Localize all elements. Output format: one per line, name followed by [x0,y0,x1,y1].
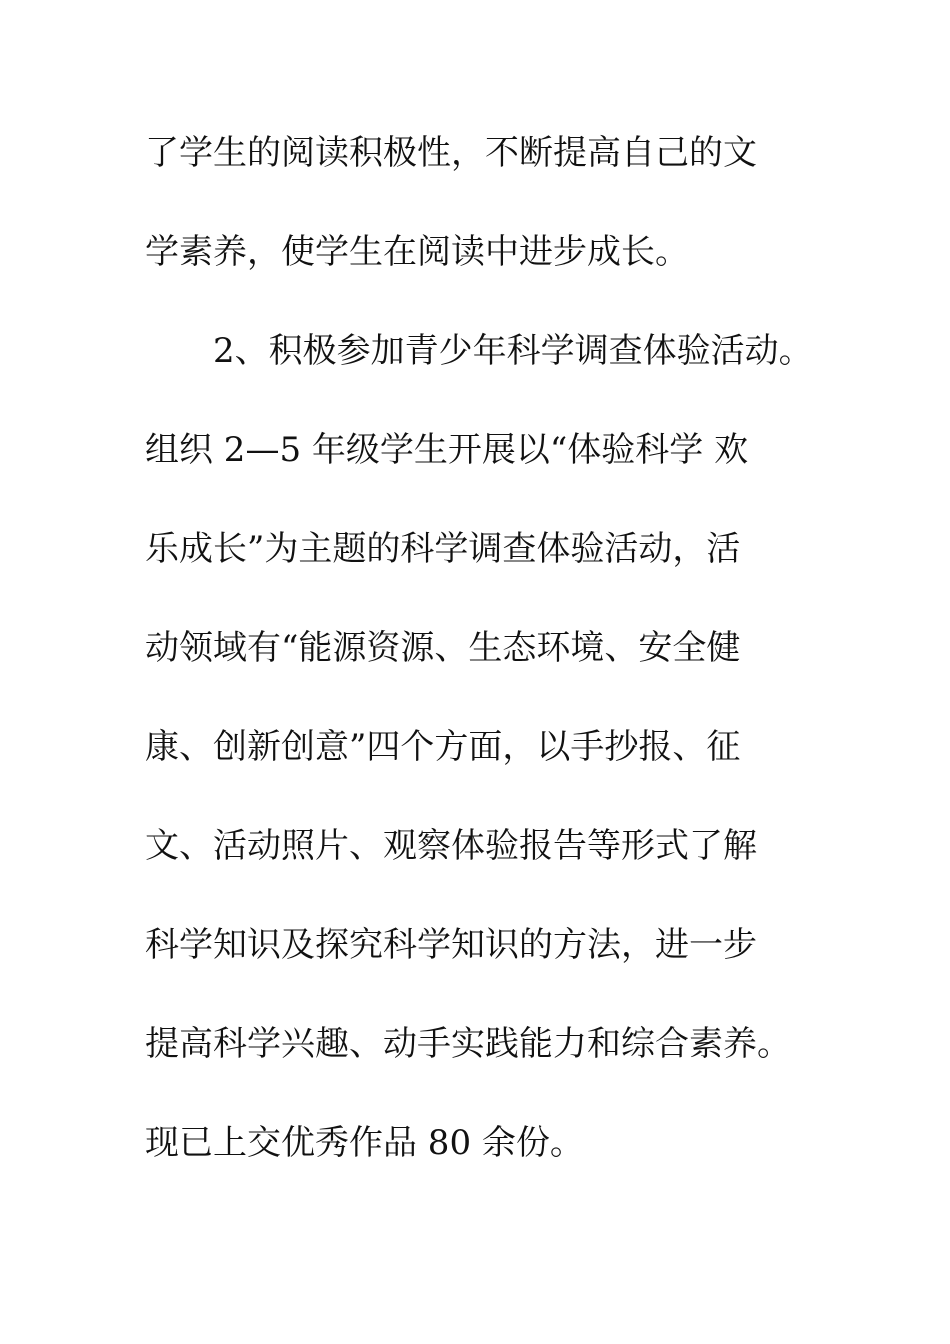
paragraph-line: 了学生的阅读积极性，不断提高自己的文 [145,133,757,173]
paragraph-line-indented: 2、积极参加青少年科学调查体验活动。 [213,331,813,371]
paragraph-line: 组织 2—5 年级学生开展以“体验科学 欢 [145,430,749,470]
paragraph-line: 科学知识及探究科学知识的方法，进一步 [145,925,757,965]
paragraph-line: 提高科学兴趣、动手实践能力和综合素养。 [145,1024,791,1064]
paragraph-line: 现已上交优秀作品 80 余份。 [145,1123,584,1163]
paragraph-line: 动领域有“能源资源、生态环境、安全健 [145,628,741,668]
paragraph-line: 康、创新创意”四个方面，以手抄报、征 [145,727,741,767]
paragraph-line: 学素养，使学生在阅读中进步成长。 [145,232,689,272]
paragraph-line: 文、活动照片、观察体验报告等形式了解 [145,826,757,866]
paragraph-line: 乐成长”为主题的科学调查体验活动，活 [145,529,741,569]
